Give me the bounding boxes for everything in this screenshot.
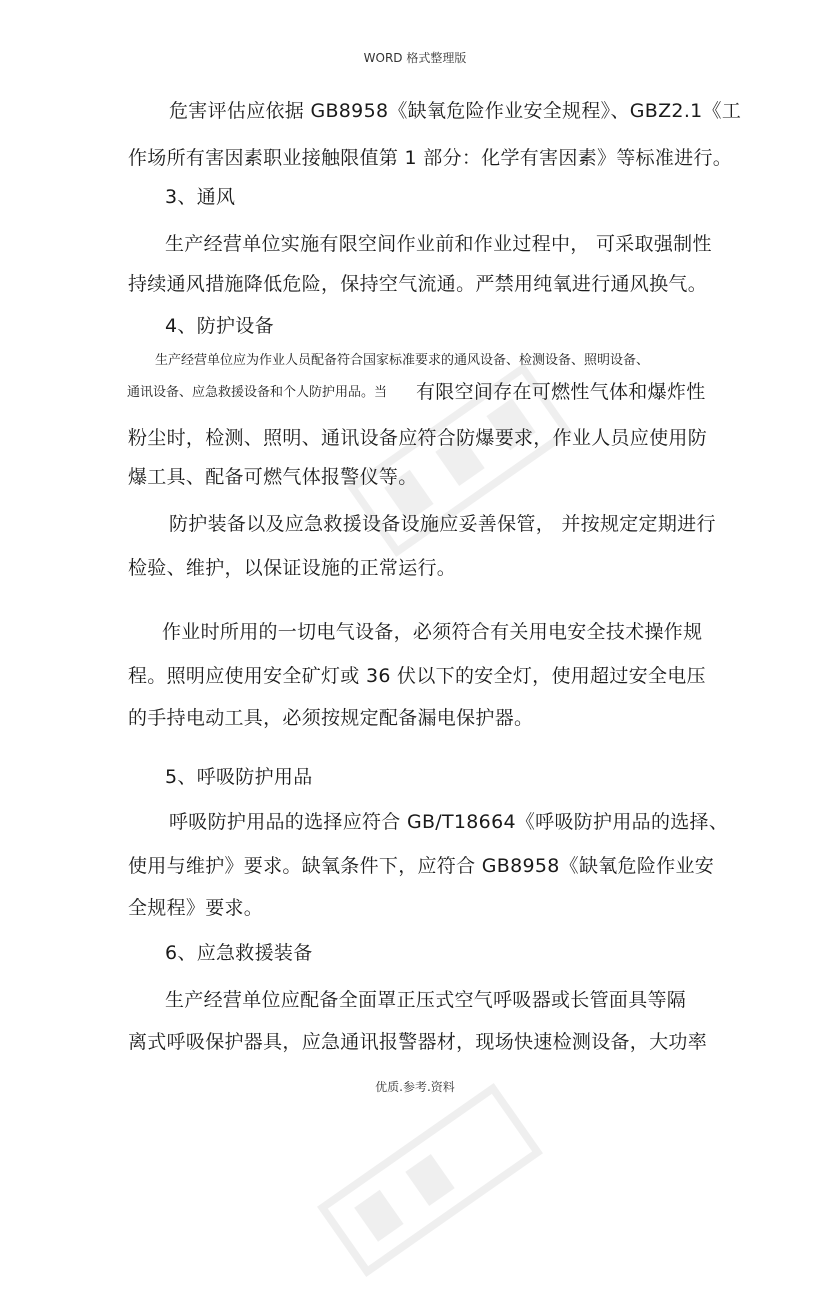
- section-heading: 3、通风: [165, 186, 236, 208]
- paragraph-line: 生产经营单位应配备全面罩正压式空气呼吸器或长管面具等隔: [165, 989, 687, 1011]
- paragraph-line: 防护装备以及应急救援设备设施应妥善保管， 并按规定定期进行: [169, 513, 716, 535]
- paragraph-line: 生产经营单位实施有限空间作业前和作业过程中， 可采取强制性: [165, 233, 712, 255]
- paragraph-line: 全规程》要求。: [128, 897, 264, 919]
- section-heading: 4、防护设备: [165, 315, 274, 337]
- paragraph-line: 粉尘时，检测、照明、通讯设备应符合防爆要求，作业人员应使用防: [128, 427, 708, 449]
- paragraph-line: 有限空间存在可燃性气体和爆炸性: [416, 381, 706, 403]
- paragraph-line: 使用与维护》要求。缺氧条件下，应符合 GB8958《缺氧危险作业安: [128, 855, 715, 877]
- paragraph-line: 危害评估应依据 GB8958《缺氧危险作业安全规程》、GBZ2.1《工: [169, 100, 742, 122]
- section-heading: 6、应急救援装备: [165, 942, 313, 964]
- paragraph-line: 作业时所用的一切电气设备，必须符合有关用电安全技术操作规: [162, 621, 703, 643]
- paragraph-line: 的手持电动工具，必须按规定配备漏电保护器。: [128, 707, 534, 729]
- paragraph-line: 爆工具、配备可燃气体报警仪等。: [128, 466, 418, 488]
- paragraph-line: 呼吸防护用品的选择应符合 GB/T18664《呼吸防护用品的选择、: [169, 811, 729, 833]
- paragraph-line: 持续通风措施降低危险，保持空气流通。严禁用纯氧进行通风换气。: [128, 273, 708, 295]
- paragraph-line: 程。照明应使用安全矿灯或 36 伏以下的安全灯，使用超过安全电压: [128, 665, 706, 687]
- paragraph-line: 生产经营单位应为作业人员配备符合国家标准要求的通风设备、检测设备、照明设备、: [155, 353, 650, 368]
- paragraph-line: 作场所有害因素职业接触限值第 1 部分：化学有害因素》等标准进行。: [128, 147, 733, 169]
- paragraph-line: 检验、维护，以保证设施的正常运行。: [128, 557, 457, 579]
- page-footer: 优质.参考.资料: [375, 1080, 455, 1094]
- paragraph-line: 通讯设备、应急救援设备和个人防护用品。当: [127, 385, 388, 400]
- paragraph-line: 离式呼吸保护器具，应急通讯报警器材，现场快速检测设备，大功率: [128, 1031, 708, 1053]
- page-header: WORD 格式整理版: [363, 51, 467, 65]
- section-heading: 5、呼吸防护用品: [165, 766, 313, 788]
